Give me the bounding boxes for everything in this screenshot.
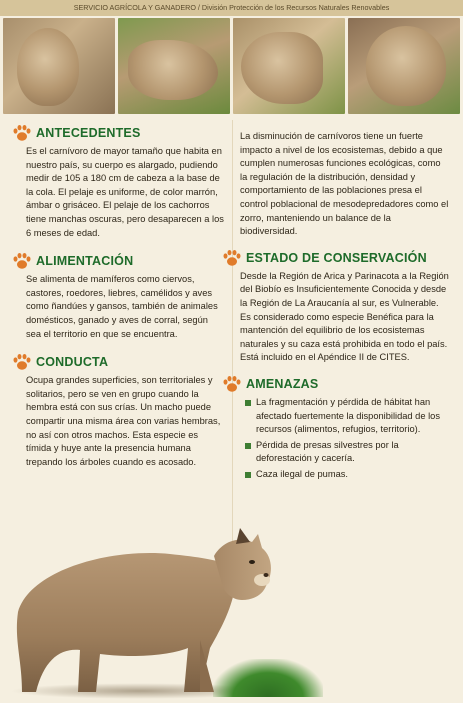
section-antecedentes [12, 124, 224, 240]
section-estado [240, 249, 450, 365]
title-text: CONDUCTA [36, 355, 109, 370]
puma-photo-4 [348, 18, 460, 114]
amenazas-list [240, 396, 450, 482]
section-title-alimentacion [12, 252, 224, 270]
section-title-antecedentes [12, 124, 224, 142]
antecedentes-text: Es el carnívoro de mayor tamaño que habita en nuestro país, su cuerpo es alargado, pudiendo medir de 105 a 180 cm de cabeza a la base de la cola. El pelaje es uniforme, de color marrón, ámbar o grisáceo. El pelaje de los cachorros tiene manchas oscuras, pero desaparecen a los 6 meses de edad. [26, 146, 224, 238]
section-title-amenazas [222, 375, 450, 393]
paw-icon [12, 353, 32, 371]
column-divider [232, 120, 233, 560]
paw-icon [12, 124, 32, 142]
right-column [240, 124, 450, 483]
photo-strip [0, 18, 463, 114]
puma-illustration [0, 520, 463, 703]
section-alimentacion [12, 252, 224, 341]
puma-photo-1 [3, 18, 115, 114]
section-title-conducta [12, 353, 224, 371]
puma-photo-3 [233, 18, 345, 114]
header-text: SERVICIO AGRÍCOLA Y GANADERO / División Protección de los Recursos Naturales Renovables [73, 3, 390, 12]
alimentacion-text: Se alimenta de mamíferos como ciervos, castores, roedores, liebres, camélidos y aves como ñandúes y gansos, también de animales domésticos, ganado y aves de corral, según sea el territorio en que se encuentra. [26, 274, 218, 339]
paw-icon [222, 375, 242, 393]
paw-icon [12, 252, 32, 270]
title-text: AMENAZAS [246, 376, 319, 391]
estado-text: Desde la Región de Arica y Parinacota a la Región del Biobío es Insuficientemente Conocida y desde la Región de La Araucanía al sur, es Vulnerable. Es considerado como especie Benéfica para la mantención del equilibrio de los ecosistemas naturales y su caza está prohibida en todo el país. Está incluido en el Apéndice II de CITES. [240, 270, 449, 363]
header-bar [0, 0, 463, 16]
disminucion-text: La disminución de carnívoros tiene un fuerte impacto a nivel de los ecosistemas, debido a que cumplen numerosas funciones ecológicas, como la regulación de la distribución, densidad y comportamiento de las poblaciones presa el control poblacional de mesodepredadores como el zorro, manteniendo un balance de la biodiversidad. [240, 131, 449, 237]
puma-photo-2 [118, 18, 230, 114]
title-text: ALIMENTACIÓN [36, 254, 134, 269]
puma-figure [0, 520, 463, 703]
conducta-text: Ocupa grandes superficies, son territoriales y solitarios, pero se ven en grupo cuando la hembra está con sus crías. Un macho puede compartir una misma área con varias hembras, no así con otros machos. Esta especie es tímida y huye ante la presencia humana trepando los árboles cuando es acosado. [26, 375, 221, 467]
title-text: ANTECEDENTES [36, 126, 141, 140]
list-item: Pérdida de presas silvestres por la deforestación y cacería. [244, 439, 450, 466]
title-text: ESTADO DE CONSERVACIÓN [246, 250, 427, 265]
paw-icon [222, 249, 242, 267]
list-item: Caza ilegal de pumas. [244, 468, 450, 482]
list-item: La fragmentación y pérdida de hábitat han afectado fuertemente la disponibilidad de los recursos (alimentos, refugios, territorio). [244, 396, 450, 437]
section-conducta [12, 353, 224, 469]
section-title-estado [222, 249, 450, 267]
section-amenazas [240, 375, 450, 482]
left-column [12, 124, 224, 469]
